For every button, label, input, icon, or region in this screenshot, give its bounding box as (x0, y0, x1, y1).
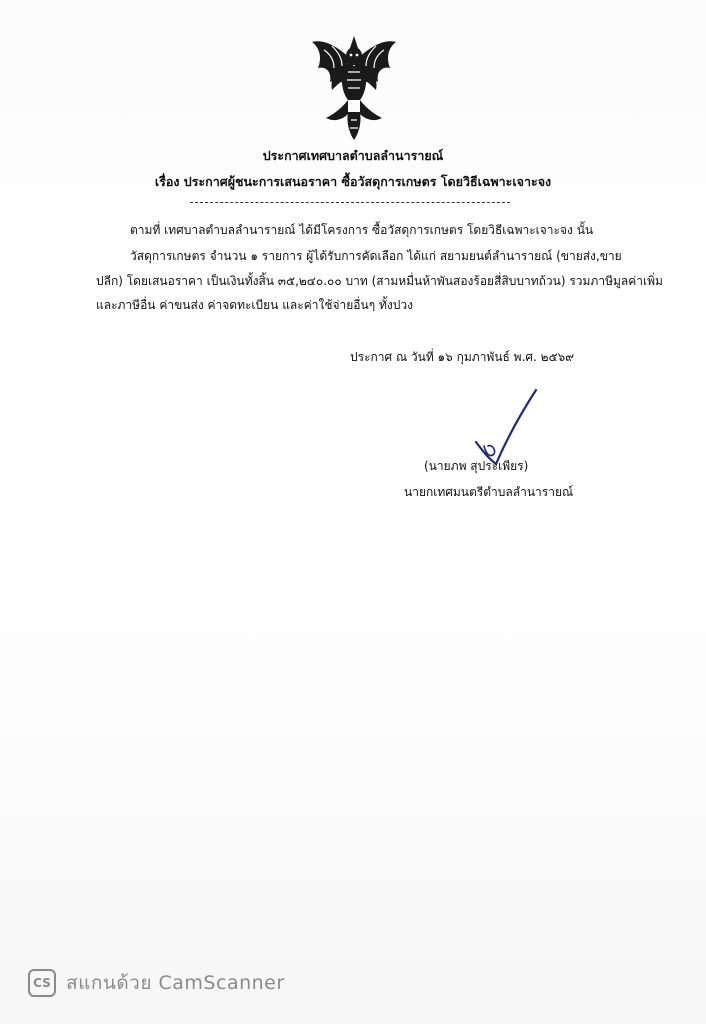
signer-title: นายกเทศมนตรีตำบลลำนารายณ์ (404, 485, 574, 499)
body-text-line: ปลีก) โดยเสนอราคา เป็นเงินทั้งสิ้น ๓๕,๒๔๐.๐๐ บาท (สามหมื่นห้าพันสองร้อยสี่สิบบาทถ้วน) รวมภาษีมูลค่าเพิ่ม (96, 274, 663, 288)
body-text-line: วัสดุการเกษตร จำนวน ๑ รายการ ผู้ได้รับการคัดเลือก ได้แก่ สยามยนต์ลำนารายณ์ (ขายส่ง,ขาย (130, 249, 622, 263)
signer-name: (นายภพ สุประเพียร) (424, 459, 529, 473)
watermark-text: สแกนด้วย CamScanner (66, 972, 285, 994)
body-text-line: และภาษีอื่น ค่าขนส่ง ค่าจดทะเบียน และค่าใช้จ่ายอื่นๆ ทั้งปวง (96, 298, 413, 312)
camscanner-logo-icon: CS (28, 969, 56, 997)
announcement-heading: ประกาศเทศบาลตำบลลำนารายณ์ (262, 148, 444, 163)
camscanner-watermark (28, 968, 285, 998)
garuda-emblem-icon (304, 32, 404, 142)
body-text-line: ตามที่ เทศบาลตำบลลำนารายณ์ ได้มีโครงการ ซื้อวัสดุการเกษตร โดยวิธีเฉพาะเจาะจง นั้น (130, 223, 594, 237)
announcement-subject: เรื่อง ประกาศผู้ชนะการเสนอราคา ซื้อวัสดุการเกษตร โดยวิธีเฉพาะเจาะจง (154, 174, 552, 189)
dashed-divider (190, 202, 510, 203)
announcement-date: ประกาศ ณ วันที่ ๑๖ กุมภาพันธ์ พ.ศ. ๒๕๖๙ (350, 350, 575, 364)
